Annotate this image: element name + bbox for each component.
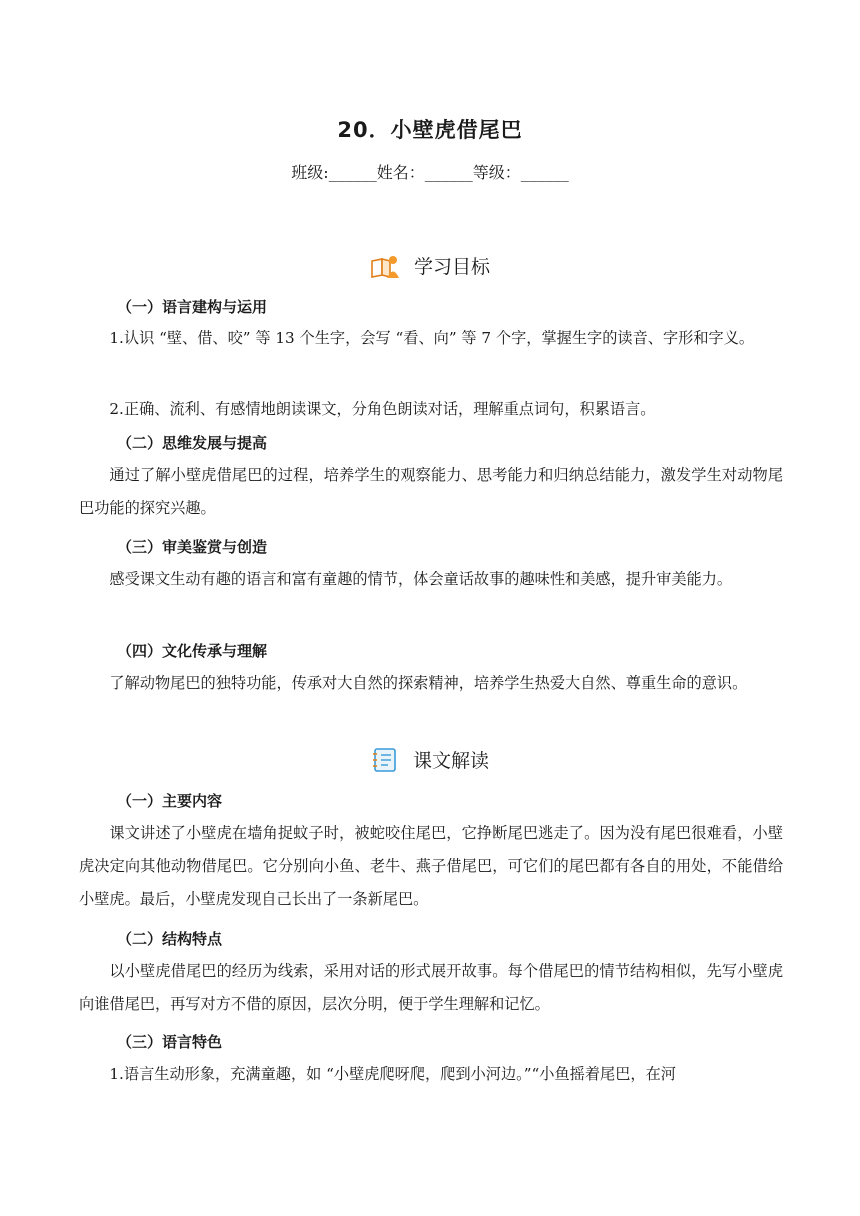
- reading-person-icon: [370, 253, 400, 284]
- objective-paragraph: 2.正确、流利、有感情地朗读课文，分角色朗读对话，理解重点词句，积累语言。: [109, 400, 656, 418]
- reading-paragraph: 1.语言生动形象，充满童趣，如 “小壁虎爬呀爬，爬到小河边。”“小鱼摇着尾巴，在河: [109, 1065, 676, 1083]
- objective-subheading: （二）思维发展与提高: [117, 434, 268, 452]
- document-title: 20．小壁虎借尾巴: [337, 118, 523, 142]
- objective-paragraph: 了解动物尾巴的独特功能，传承对大自然的探索精神，培养学生热爱大自然、尊重生命的意识。: [109, 674, 748, 692]
- objective-paragraph: 通过了解小壁虎借尾巴的过程，培养学生的观察能力、思考能力和归纳总结能力，激发学生对动物尾巴功能的探究兴趣。: [79, 466, 783, 517]
- reading-heading: [0, 746, 860, 778]
- objective-subheading: （三）审美鉴赏与创造: [117, 538, 268, 556]
- notebook-icon: [371, 747, 399, 778]
- reading-paragraph: 以小壁虎借尾巴的经历为线索，采用对话的形式展开故事。每个借尾巴的情节结构相似，先写小壁虎向谁借尾巴，再写对方不借的原因，层次分明，便于学生理解和记忆。: [79, 962, 783, 1013]
- reading-paragraph: 课文讲述了小壁虎在墙角捉蚊子时，被蛇咬住尾巴，它挣断尾巴逃走了。因为没有尾巴很难看，小壁虎决定向其他动物借尾巴。它分别向小鱼、老牛、燕子借尾巴，可它们的尾巴都有各自的用处，不能借给小壁虎。最后，小壁虎发现自己长出了一条新尾巴。: [79, 824, 783, 908]
- student-info-line: 班级:______姓名：______等级：______: [291, 163, 569, 182]
- objectives-heading: [0, 252, 860, 284]
- objective-paragraph: 感受课文生动有趣的语言和富有童趣的情节，体会童话故事的趣味性和美感，提升审美能力。: [109, 570, 733, 588]
- objective-paragraph: 1.认识 “壁、借、咬” 等 13 个生字，会写 “看、向” 等 7 个字，掌握生字的读音、字形和字义。: [109, 329, 755, 347]
- objective-subheading: （一）语言建构与运用: [117, 298, 268, 316]
- objectives-heading-text: 学习目标: [414, 256, 491, 278]
- reading-subheading: （三）语言特色: [117, 1033, 223, 1051]
- objective-subheading: （四）文化传承与理解: [117, 642, 268, 660]
- reading-subheading: （一）主要内容: [117, 792, 223, 810]
- reading-subheading: （二）结构特点: [117, 930, 223, 948]
- reading-heading-text: 课文解读: [413, 750, 490, 772]
